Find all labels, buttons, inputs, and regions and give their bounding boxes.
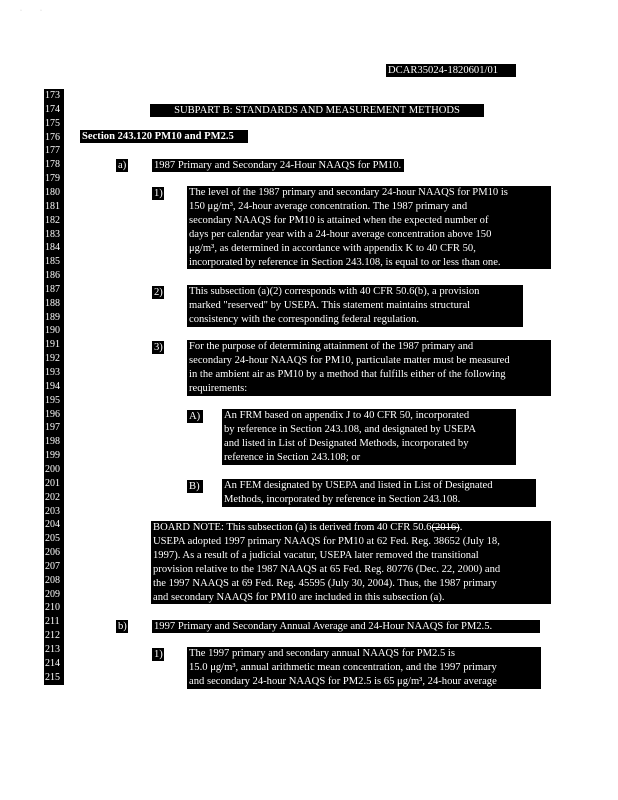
line-number: 196 [44,408,64,422]
line-number: 209 [44,588,64,602]
line-number: 188 [44,297,64,311]
subpart-heading: SUBPART B: STANDARDS AND MEASUREMENT METHODS [150,104,484,117]
line-number: 197 [44,421,64,435]
line-number: 177 [44,144,64,158]
text-line: and secondary NAAQS for PM10 are included in this subsection (a). [153,591,445,603]
text-line: The 1997 primary and secondary annual NAAQS for PM2.5 is [189,648,455,659]
line-number: 194 [44,380,64,394]
text-line: in the ambient air as PM10 by a method that fulfills either of the following [189,368,506,380]
line-number: 198 [44,435,64,449]
line-number: 202 [44,491,64,505]
paragraph-a3A-label: A) [187,410,203,423]
line-number: 184 [44,241,64,255]
line-number: 204 [44,518,64,532]
line-number: 187 [44,283,64,297]
paragraph-a2-text [187,285,523,327]
line-number: 180 [44,186,64,200]
line-number: 215 [44,671,64,685]
line-number: 186 [44,269,64,283]
paragraph-a1-label: 1) [154,188,163,199]
text-line: 150 μg/m³, 24-hour average concentration. The 1987 primary and [189,200,468,212]
line-number: 207 [44,560,64,574]
line-number: 214 [44,657,64,671]
paragraph-a1-text [187,186,551,269]
text-line: provision relative to the 1987 NAAQS at 65 Fed. Reg. 80776 (Dec. 22, 2000) and [153,563,501,575]
paragraph-a3B-label: B) [187,480,203,493]
text-line: the 1997 NAAQS at 69 Fed. Reg. 45595 (July 30, 2004). Thus, the 1987 primary [153,577,497,589]
board-note-first-line: BOARD NOTE: This subsection (a) is derived from 40 CFR 50.6(2016). [153,522,463,533]
line-number: 201 [44,477,64,491]
line-number: 178 [44,158,64,172]
line-number: 199 [44,449,64,463]
scan-specks: · · [20,8,42,14]
text-line: requirements: [189,382,248,394]
text-line: marked "reserved" by USEPA. This statement maintains structural [189,299,471,311]
line-number: 179 [44,172,64,186]
subsection-a-label: a) [118,160,127,171]
paragraph-a2-label: 2) [154,287,163,298]
text-line: For the purpose of determining attainment of the 1987 primary and [189,341,474,352]
subsection-b-label: b) [118,621,127,632]
text-line: secondary 24-hour NAAQS for PM10, particulate matter must be measured [189,354,510,366]
board-note [151,521,551,604]
paragraph-a3-label: 3) [154,342,163,353]
line-number: 176 [44,131,64,145]
text-line: incorporated by reference in Section 243.108, is equal to or less than one. [189,256,501,268]
text-line: This subsection (a)(2) corresponds with 40 CFR 50.6(b), a provision [189,286,480,297]
text-line: 1997). As a result of a judicial vacatur, USEPA later removed the transitional [153,549,479,561]
line-number: 173 [44,89,64,103]
text-line: Methods, incorporated by reference in Section 243.108. [224,493,461,505]
line-number: 185 [44,255,64,269]
text-line: days per calendar year with a 24-hour average concentration above 150 [189,228,492,240]
line-number: 208 [44,574,64,588]
text-line: An FRM based on appendix J to 40 CFR 50, incorporated [224,410,470,421]
struck-text: (2016) [431,522,460,533]
line-number: 193 [44,366,64,380]
text-line: reference in Section 243.108; or [224,451,361,463]
line-number: 192 [44,352,64,366]
line-number: 191 [44,338,64,352]
paragraph-b1-label: 1) [154,649,163,660]
line-number: 195 [44,394,64,408]
text-line: and secondary 24-hour NAAQS for PM2.5 is 65 μg/m³, 24-hour average [189,675,497,687]
line-number: 203 [44,505,64,519]
text-line: and listed in List of Designated Methods, incorporated by [224,437,469,449]
paragraph-a3A-text [222,409,516,465]
text-line: consistency with the corresponding federal regulation. [189,313,420,325]
line-number: 181 [44,200,64,214]
paragraph-a3B-text [222,479,536,507]
paragraph-b1-text [187,647,541,689]
line-number: 174 [44,103,64,117]
line-number: 206 [44,546,64,560]
line-number: 212 [44,629,64,643]
line-number: 200 [44,463,64,477]
line-number: 182 [44,214,64,228]
paragraph-a3-text [187,340,551,396]
line-number: 213 [44,643,64,657]
text-line: μg/m³, as determined in accordance with appendix K to 40 CFR 50, [189,242,476,254]
line-number: 205 [44,532,64,546]
section-heading: Section 243.120 PM10 and PM2.5 [80,130,248,143]
text-line: An FEM designated by USEPA and listed in List of Designated [224,480,493,491]
text-line: USEPA adopted 1997 primary NAAQS for PM10 at 62 Fed. Reg. 38652 (July 18, [153,535,500,547]
line-number: 183 [44,228,64,242]
line-number: 175 [44,117,64,131]
line-number: 211 [44,615,64,629]
line-number: 190 [44,324,64,338]
text-line: 15.0 μg/m³, annual arithmetic mean concentration, and the 1997 primary [189,661,497,673]
text-line: secondary NAAQS for PM10 is attained when the expected number of [189,214,489,226]
text-line: The level of the 1987 primary and secondary 24-hour NAAQS for PM10 is [189,187,508,198]
subsection-a-title: 1987 Primary and Secondary 24-Hour NAAQS for PM10. [152,159,404,172]
subsection-b-title: 1997 Primary and Secondary Annual Average and 24-Hour NAAQS for PM2.5. [152,620,540,633]
line-number: 189 [44,311,64,325]
text-line: by reference in Section 243.108, and designated by USEPA [224,423,477,435]
document-id: DCAR35024-1820601/01 [386,64,516,77]
board-note-lead: BOARD NOTE: This subsection (a) is derived from 40 CFR 50.6 [153,522,432,533]
line-number: 210 [44,601,64,615]
